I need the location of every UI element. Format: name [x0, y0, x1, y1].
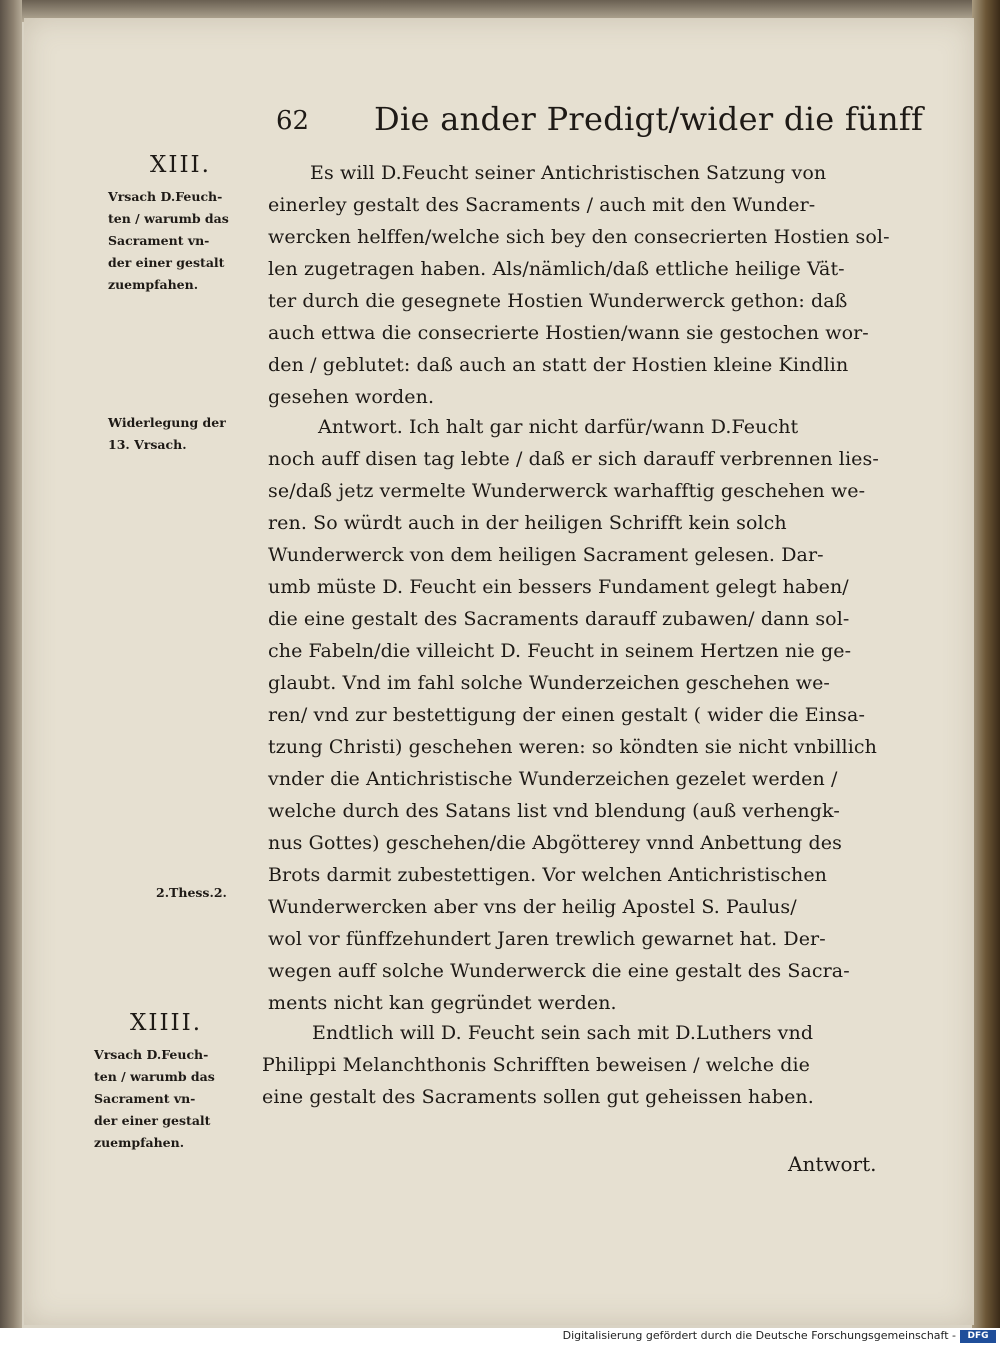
text-line: nus Gottes) geschehen/die Abgötterey vnnd Anbettung des [268, 832, 842, 854]
text-line: wol vor fünffzehundert Jaren trewlich gewarnet hat. Der- [268, 928, 826, 950]
text-line: tzung Christi) geschehen weren: so köndten sie nicht vnbillich [268, 736, 877, 758]
text-line: die eine gestalt des Sacraments darauff zubawen/ dann sol- [268, 608, 850, 630]
scan-edge-left [0, 0, 22, 1330]
dfg-logo: DFG [960, 1330, 996, 1343]
text-line: che Fabeln/die villeicht D. Feucht in seinem Hertzen nie ge- [268, 640, 852, 662]
text-line: welche durch des Satans list vnd blendung (auß verhengk- [268, 800, 840, 822]
margin-note-line: Sacrament vn- [108, 233, 210, 248]
margin-note-line: Widerlegung der [108, 415, 226, 430]
text-line: wercken helffen/welche sich bey den consecrierten Hostien sol- [268, 226, 890, 248]
margin-note-line: Sacrament vn- [94, 1091, 196, 1106]
text-line: vnder die Antichristische Wunderzeichen gezelet werden / [268, 768, 838, 790]
page-number: 62 [276, 106, 310, 136]
footer-credit: Digitalisierung gefördert durch die Deutsche Forschungsgemeinschaft - [562, 1329, 956, 1342]
text-line: Antwort. Ich halt gar nicht darfür/wann D.Feucht [318, 416, 799, 438]
page-header [276, 98, 924, 148]
text-line: noch auff disen tag lebte / daß er sich darauff verbrennen lies- [268, 448, 879, 470]
margin-note-line: der einer gestalt [94, 1113, 211, 1128]
text-line: ments nicht kan gegründet werden. [268, 992, 617, 1014]
text-line: Philippi Melanchthonis Schrifften beweisen / welche die [262, 1054, 811, 1076]
text-line: wegen auff solche Wunderwerck die eine gestalt des Sacra- [268, 960, 850, 982]
margin-note-line: Vrsach D.Feuch- [94, 1047, 209, 1062]
text-line: glaubt. Vnd im fahl solche Wunderzeichen geschehen we- [268, 672, 830, 694]
text-line: gesehen worden. [268, 386, 435, 408]
text-line: auch ettwa die consecrierte Hostien/wann sie gestochen wor- [268, 322, 869, 344]
text-line: se/daß jetz vermelte Wunderwerck warhafftig geschehen we- [268, 480, 866, 502]
margin-note-line: ten / warumb das [94, 1069, 215, 1084]
text-line: ren/ vnd zur bestettigung der einen gestalt ( wider die Einsa- [268, 704, 865, 726]
text-line: len zugetragen haben. Als/nämlich/daß ettliche heilige Vät- [268, 258, 845, 280]
margin-note-line: der einer gestalt [108, 255, 225, 270]
margin-note-line: ten / warumb das [108, 211, 229, 226]
catchword: Antwort. [788, 1152, 877, 1176]
margin-note-line: 13. Vrsach. [108, 437, 187, 452]
text-line: Es will D.Feucht seiner Antichristischen Satzung von [310, 162, 827, 184]
text-line: Brots darmit zubestettigen. Vor welchen Antichristischen [268, 864, 828, 886]
running-head: Die ander Predigt/wider die fünff [374, 100, 924, 138]
digitization-footer [0, 1328, 1000, 1345]
text-line: umb müste D. Feucht ein bessers Fundament gelegt haben/ [268, 576, 849, 598]
margin-note-line: zuempfahen. [108, 277, 199, 292]
text-line: den / geblutet: daß auch an statt der Hostien kleine Kindlin [268, 354, 849, 376]
margin-note-line: zuempfahen. [94, 1135, 185, 1150]
text-line: ren. So würdt auch in der heiligen Schrifft kein solch [268, 512, 787, 534]
text-line: ter durch die gesegnete Hostien Wunderwerck gethon: daß [268, 290, 848, 312]
text-line: eine gestalt des Sacraments sollen gut geheissen haben. [262, 1086, 814, 1108]
text-line: Endtlich will D. Feucht sein sach mit D.Luthers vnd [312, 1022, 814, 1044]
section-number-14: XIIII. [130, 1010, 203, 1036]
section-number-13: XIII. [150, 152, 211, 178]
margin-note-line: Vrsach D.Feuch- [108, 189, 223, 204]
text-line: Wunderwercken aber vns der heilig Apostel S. Paulus/ [268, 896, 797, 918]
margin-bible-reference: 2.Thess.2. [156, 885, 227, 900]
text-line: einerley gestalt des Sacraments / auch mit den Wunder- [268, 194, 816, 216]
text-line: Wunderwerck von dem heiligen Sacrament gelesen. Dar- [268, 544, 824, 566]
scan-edge-right [972, 0, 1000, 1330]
